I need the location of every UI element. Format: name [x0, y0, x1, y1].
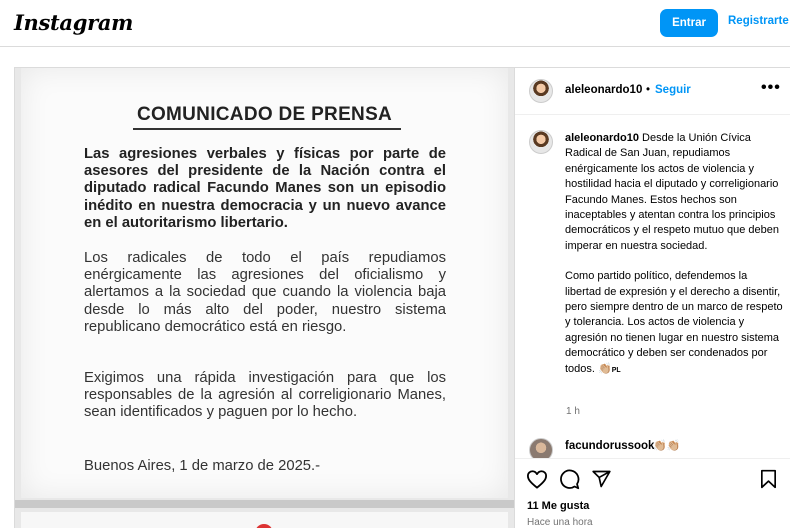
post-sidebar: [514, 68, 790, 528]
header-separator: •: [646, 84, 651, 96]
header-username[interactable]: aleleonardo10: [565, 84, 643, 96]
clap-emoji: 👏🏼: [598, 362, 612, 375]
press-release-document: [21, 68, 508, 498]
document-paragraph-2: Exigimos una rápida investigación para que los responsables de la agresión al correligionario Manes, sean identificados y paguen por lo hecho.: [84, 370, 446, 421]
post-image[interactable]: [15, 68, 514, 528]
reply-username[interactable]: facundorussook: [565, 440, 655, 452]
caption-avatar[interactable]: [529, 130, 553, 154]
post-caption: [565, 131, 783, 393]
post-dialog: [14, 67, 790, 528]
likes-count[interactable]: 11 Me gusta: [527, 500, 590, 512]
post-age: Hace una hora: [527, 517, 593, 528]
comment-icon[interactable]: [559, 469, 580, 490]
document-title: COMUNICADO DE PRENSA: [136, 104, 393, 125]
heart-icon[interactable]: [526, 469, 548, 489]
avatar[interactable]: [529, 79, 553, 103]
post-header: [515, 68, 790, 115]
document-paragraph-1: Los radicales de todo el país repudiamos enérgicamente las agresiones del oficialismo y alertamos a la sociedad que cuando la violencia baja desde lo más alto del poder, nuestro sistema republicano democrático está en riesgo.: [84, 250, 446, 335]
login-button[interactable]: Entrar: [660, 9, 718, 37]
share-icon[interactable]: [591, 469, 612, 489]
document-lead: Las agresiones verbales y físicas por parte de asesores del presidente de la Nación contra el diputado radical Facundo Manes son un episodio inédito en nuestra democracia y un nuevo avance en el autoritarismo libertario.: [84, 146, 446, 231]
caption-username[interactable]: aleleonardo10: [565, 132, 639, 144]
reply-emoji: 👏🏼👏🏼: [653, 440, 681, 452]
document-date: Buenos Aires, 1 de marzo de 2025.-: [84, 458, 321, 474]
follow-button[interactable]: Seguir: [655, 84, 691, 96]
instagram-logo[interactable]: Instagram: [14, 10, 134, 35]
paper-edge: [15, 500, 514, 508]
bookmark-icon[interactable]: [760, 469, 777, 489]
more-icon[interactable]: •••: [761, 79, 781, 96]
flag-label: PL: [611, 366, 621, 374]
top-navbar: [0, 0, 790, 47]
caption-time[interactable]: 1 h: [566, 406, 580, 417]
action-bar: [515, 458, 790, 528]
signup-link[interactable]: Registrarte: [728, 15, 789, 27]
caption-text-1: Desde la Unión Cívica Radical de San Juan, repudiamos enérgicamente los actos de violencia y hostilidad hacia el diputado y correligionario Facundo Manes. Estos hechos son inaceptables y atentan contra los principios democráticos y el respeto mutuo que deben imperar en nuestra sociedad.: [565, 132, 780, 252]
title-underline: [133, 128, 401, 130]
caption-text-2: Como partido político, defendemos la libertad de expresión y el derecho a disentir, pero siempre dentro de un marco de respeto y tolerancia. Los actos de violencia y agresión no tienen lugar en nuestro sistema democrático y deben ser condenados por todos.: [565, 270, 783, 375]
